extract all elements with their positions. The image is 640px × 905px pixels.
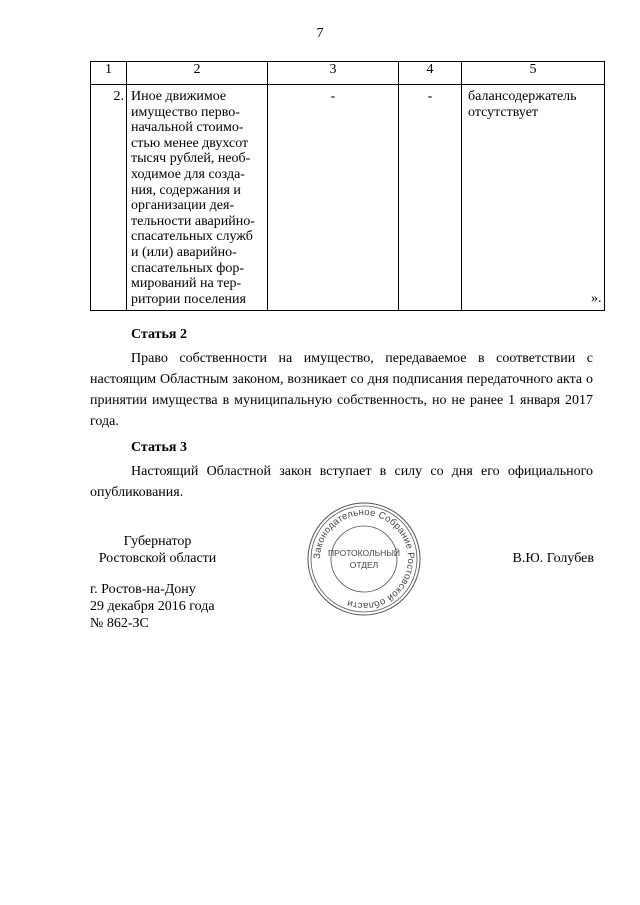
official-seal — [305, 500, 423, 618]
row-description — [127, 85, 268, 311]
law-number: № 862-ЗС — [90, 616, 149, 631]
table-row — [91, 85, 605, 311]
description-line: спасательных служб — [131, 229, 253, 245]
header-col-5: 5 — [462, 62, 605, 85]
description-line: стью менее двухсот — [131, 135, 249, 151]
description-line: ния, содержания и — [131, 182, 241, 198]
row-col5-value: балансодержатель отсутствует — [462, 85, 605, 311]
description-line: тысяч рублей, необ- — [131, 151, 251, 167]
page-number: 7 — [316, 26, 324, 41]
issue-details — [90, 581, 215, 632]
header-col-3: 3 — [268, 62, 399, 85]
description-line: и (или) аварийно- — [131, 244, 237, 260]
description-line: ходимое для созда- — [131, 166, 245, 182]
governor-title-line-2: Ростовской области — [98, 551, 217, 566]
row-col4-value: - — [399, 85, 462, 311]
issue-date: 29 декабря 2016 года — [90, 599, 215, 614]
article-2-text: Право собственности на имущество, передаваемое в соответствии с настоящим Областным законом, возникает со дня подписания передаточного акта о принятии имущества в муниципальную собственность, но не ранее 1 января 2017 года. — [90, 351, 593, 429]
description-line: мирований на тер- — [131, 276, 242, 292]
svg-text:ПРОТОКОЛЬНЫЙ: ПРОТОКОЛЬНЫЙ — [328, 548, 400, 558]
description-line: начальной стоимо- — [131, 120, 244, 136]
article-3-heading: Статья 3 — [131, 440, 187, 455]
governor-name: В.Ю. Голубев — [512, 551, 594, 566]
closing-quote: ». — [591, 291, 602, 306]
governor-title — [90, 533, 225, 567]
article-3-text: Настоящий Областной закон вступает в силу со дня его официального опубликования. — [90, 464, 593, 500]
header-col-2: 2 — [127, 62, 268, 85]
row-col3-value: - — [268, 85, 399, 311]
row-number: 2. — [91, 85, 127, 311]
issue-place: г. Ростов-на-Дону — [90, 582, 196, 597]
svg-text:ОТДЕЛ: ОТДЕЛ — [349, 560, 379, 570]
description-line: Иное движимое — [131, 89, 227, 104]
description-line: тельности аварийно- — [131, 213, 255, 229]
header-col-4: 4 — [399, 62, 462, 85]
description-line: организации дея- — [131, 198, 235, 214]
description-line: имущество перво- — [131, 104, 240, 120]
table-header-row — [91, 62, 605, 85]
property-table — [90, 61, 605, 311]
header-col-1: 1 — [91, 62, 127, 85]
description-line: ритории поселения — [131, 291, 246, 307]
article-2-heading: Статья 2 — [131, 327, 187, 342]
description-line: спасательных фор- — [131, 260, 244, 276]
seal-stamp-graphic — [305, 500, 423, 618]
governor-title-line-1: Губернатор — [123, 534, 192, 549]
svg-text:Законодательное Собрание Росто: Законодательное Собрание Ростовской области — [311, 506, 417, 612]
